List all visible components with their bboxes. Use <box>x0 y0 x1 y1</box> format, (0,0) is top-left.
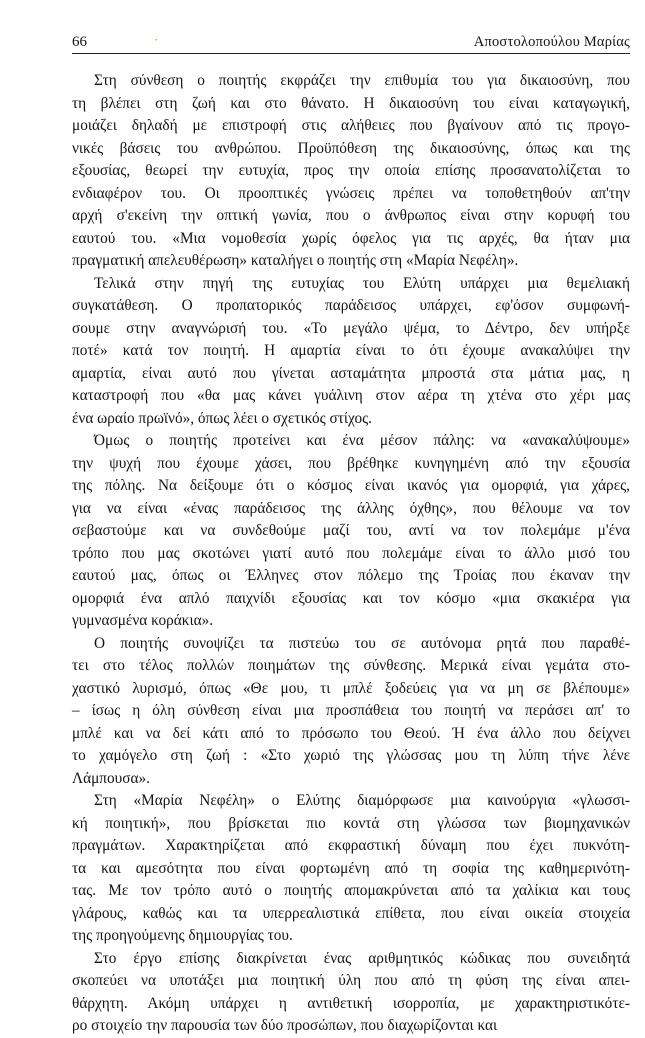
text-line: ένα ωραίο πρωϊνό», όπως λέει ο σχετικός στίχος. <box>72 409 372 427</box>
text-line: σεβαστούμε και να συνδεθούμε μαζί του, αντί να τον πολεμάμε μ'ένα <box>72 522 630 539</box>
text-line: ομορφιά ένα απλό παιχνίδι εξουσίας και τον κόσμο «μια σκακιέρα για <box>72 589 630 607</box>
text-line: ενδιαφέρον του. Οι προοπτικές γνώσεις πρέπει να τοποθετηθούν απ'την <box>72 184 630 202</box>
text-line: πραγματική απελευθέρωση» καταλήγει ο ποιητής στη «Μαρία Νεφέλη». <box>72 252 519 269</box>
paragraph <box>72 633 630 791</box>
text-line: τη βλέπει στη ζωή και στο θάνατο. Η δικαιοσύνη του είναι καταγωγική, <box>72 94 630 112</box>
text-line: Όμως ο ποιητής προτείνει και ένα μέσον πάλης: να «ανακαλύψουμε» <box>94 432 630 449</box>
text-line: χαστικό λυρισμό, όπως «Θε μου, τι μπλέ ξοδεύεις για να μη σε βλέπουμε» <box>72 679 630 697</box>
text-line: θάρχητη. Ακόμη υπάρχει η αντιθετική ισορροπία, με χαρακτηριστικότε- <box>72 994 630 1012</box>
text-line: τει στο τέλος πολλών ποιημάτων της σύνθεσης. Μερικά είναι γεμάτα στο- <box>72 657 630 674</box>
text-line: ποτέ» κατά τον ποιητή. Η αμαρτία είναι το ότι έχουμε ανακαλύψει την <box>72 342 630 359</box>
text-line: εξουσίας, θεωρεί την ευτυχία, προς την οποία επίσης προσανατολίζεται το <box>72 162 630 179</box>
text-line: ρο στοιχείο την παρουσία των δύο προσώπων, που διαχωρίζονται και <box>72 1017 498 1034</box>
text-line: τας. Με τον τρόπο αυτό ο ποιητής απομακρύνεται από τα χαλίκια και τους <box>72 882 630 899</box>
text-line: Στη «Μαρία Νεφέλη» ο Ελύτης διαμόρφωσε μια καινούργια «γλωσσι- <box>94 792 630 809</box>
text-line: τρόπο που μας σκοτώνει γιατί αυτό που πολεμάμε είναι το άλλο μισό του <box>72 544 630 562</box>
text-line: εαυτού του. «Μια νομοθεσία χωρίς όφελος για τις αρχές, θα ήταν μια <box>72 229 630 247</box>
text-line: τα και αμεσότητα που είναι φορτωμένη από τη σοφία της καθημερινότη- <box>72 859 630 877</box>
page-number: 66 <box>72 34 87 50</box>
text-line: Στη σύνθεση ο ποιητής εκφράζει την επιθυμία του για δικαιοσύνη, που <box>94 72 630 89</box>
text-line: της πόλης. Να δείξουμε ότι ο κόσμος είναι ικανός για ομορφιά, για χάρες, <box>72 477 630 494</box>
text-line: μοιάζει δηλαδή με επιστροφή στις αλήθειες που βγαίνουν από τις προγο- <box>72 117 630 134</box>
header-rule <box>72 53 630 54</box>
text-line: της προηγούμενης δημιουργίας του. <box>72 927 293 944</box>
text-line: σουμε στην αναγνώρισή του. «Το μεγάλο ψέμα, το Δέντρο, δεν υπήρξε <box>72 319 630 337</box>
header-dot-mark: · <box>154 32 159 47</box>
paragraph <box>72 273 630 431</box>
text-line: το χαμόγελο στη ζωή : «Στο χωριό της γλώσσας μου τη λύπη τήνε λένε <box>72 747 630 764</box>
paragraph <box>72 70 630 273</box>
text-line: κή ποιητική», που βρίσκεται πιο κοντά στη γλώσσα των βιομηχανικών <box>72 814 630 832</box>
text-line: Ο ποιητής συνοψίζει τα πιστεύω του σε αυτόνομα ρητά που παραθέ- <box>94 634 630 652</box>
text-line: γλάρους, καθώς και τα υπερρεαλιστικά επίθετα, που είναι οικεία στοιχεία <box>72 904 630 922</box>
text-line: σκοπεύει να υποτάξει μια ποιητική ύλη που από τη φύση της είναι απει- <box>72 972 630 989</box>
body-text <box>72 70 630 1038</box>
text-line: αμαρτία, είναι αυτό που γίνεται ασταμάτητα μπροστά στα μάτια μας, η <box>72 364 630 382</box>
text-line: συγκατάθεση. Ο προπατορικός παράδεισος υπάρχει, εφ'όσον συμφωνή- <box>72 297 630 314</box>
page-header <box>72 32 630 52</box>
text-line: την ψυχή που έχουμε χάσει, που βρέθηκε κυνηγημένη από την εξουσία <box>72 454 630 472</box>
text-line: εαυτού μας, όπως οι Έλληνες στον πόλεμο της Τροίας που έκαναν την <box>72 567 630 584</box>
text-line: πραγμάτων. Χαρακτηρίζεται από εκφραστική δύναμη που έχει πυκνότη- <box>72 837 630 854</box>
running-head: Αποστολοπούλου Μαρίας <box>473 34 630 50</box>
paragraph <box>72 948 630 1038</box>
text-line: Τελικά στην πηγή της ευτυχίας του Ελύτη υπάρχει μια θεμελιακή <box>94 274 630 292</box>
text-line: γυμνασμένα κοράκια». <box>72 612 214 629</box>
text-line: Λάμπουσα». <box>72 769 150 787</box>
text-line: Στο έργο επίσης διακρίνεται ένας αριθμητικός κώδικας που συνειδητά <box>94 949 630 967</box>
text-line: καταστροφή που «θα μας κάνει γυάλινη στον αέρα τη χτένα στο χέρι μας <box>72 387 630 404</box>
text-line: για να είναι «ένας παράδεισος της άλλης όχθης», που θέλουμε να τον <box>72 499 630 517</box>
text-line: αρχή σ'εκείνη την οπτική γωνία, που ο άνθρωπος είναι στην κορυφή του <box>72 207 630 224</box>
text-line: νικές βάσεις του ανθρώπου. Προϋπόθεση της δικαιοσύνης, όπως και της <box>72 139 630 157</box>
text-line: μπλέ και να δεί κάτι από το πρόσωπο του Θεού. Ή ένα άλλο που δείχνει <box>72 724 630 742</box>
text-line: – ίσως η όλη σύνθεση είναι μια προσπάθεια του ποιητή να περάσει απ' το <box>72 702 630 719</box>
paragraph <box>72 430 630 633</box>
paragraph <box>72 790 630 948</box>
